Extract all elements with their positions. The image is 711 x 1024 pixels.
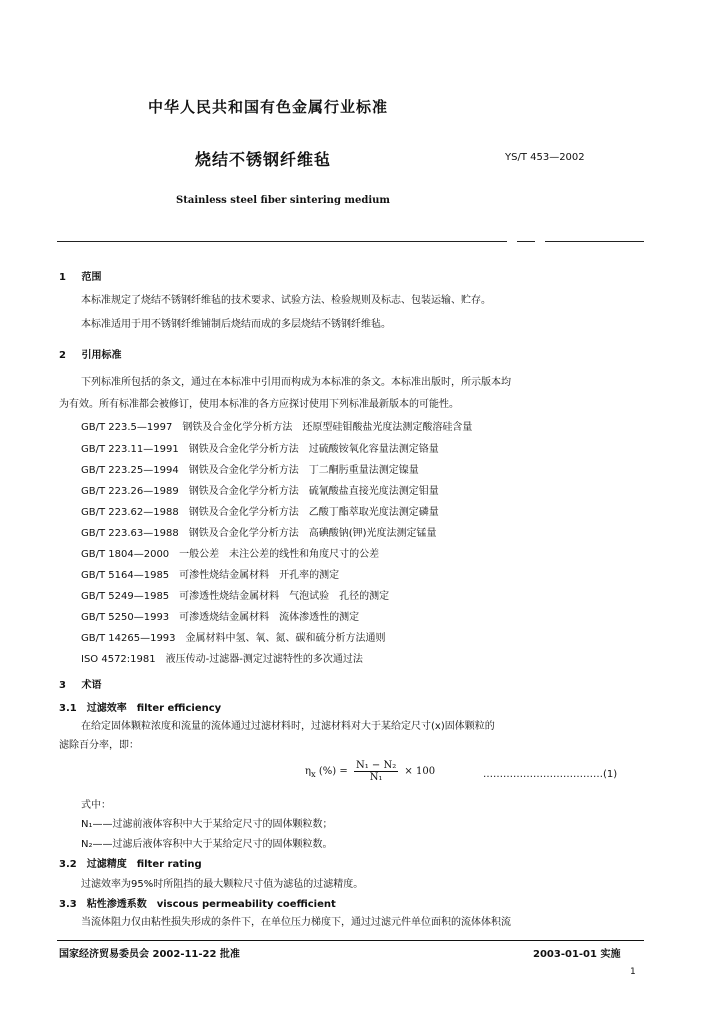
section-1-title: 范围 [81, 272, 102, 283]
clause-3-1-line-2: 滤除百分率，即： [59, 740, 139, 751]
where-label: 式中： [81, 800, 111, 811]
where-definition-2: N₂——过滤后液体容积中大于某给定尺寸的固体颗粒数。 [81, 839, 333, 850]
implementation-date: 2003-01-01 实施 [533, 949, 621, 960]
formula-numerator: N₁ − N₂ [355, 760, 397, 771]
clause-3-1-heading: 3.1 过滤效率 filter efficiency [59, 703, 222, 714]
formula-eta: η [305, 766, 311, 777]
reference-item: GB/T 223.62—1988 钢铁及合金化学分析方法 乙酸丁酯萃取光度法测定磷量 [81, 507, 439, 518]
reference-item: GB/T 223.5—1997 钢铁及合金化学分析方法 还原型硅钼酸盐光度法测定酸溶硅含量 [81, 422, 473, 433]
formula-denominator: N₁ [369, 772, 383, 783]
filter-efficiency-formula [305, 760, 435, 783]
section-3-number: 3 [59, 680, 66, 691]
standard-title-en: Stainless steel fiber sintering medium [176, 195, 390, 206]
header-rule-right [545, 241, 644, 242]
approval-date: 国家经济贸易委员会 2002-11-22 批准 [59, 949, 240, 960]
clause-3-2-text: 过滤效率为95%时所阻挡的最大颗粒尺寸值为滤毡的过滤精度。 [81, 879, 364, 890]
reference-item: GB/T 1804—2000 一般公差 未注公差的线性和角度尺寸的公差 [81, 549, 380, 560]
reference-item: ISO 4572:1981 液压传动-过滤器-测定过滤特性的多次通过法 [81, 654, 363, 665]
reference-item: GB/T 5249—1985 可渗透性烧结金属材料 气泡试验 孔径的测定 [81, 591, 390, 602]
reference-item: GB/T 5164—1985 可渗性烧结金属材料 开孔率的测定 [81, 570, 340, 581]
section-2-number: 2 [59, 350, 66, 361]
formula-multiplier: × 100 [404, 766, 436, 777]
reference-item: GB/T 223.26—1989 钢铁及合金化学分析方法 硫氰酸盐直接光度法测定钼量 [81, 486, 439, 497]
section-3-heading [59, 676, 101, 691]
section-1-number: 1 [59, 272, 66, 283]
reference-item: GB/T 223.63—1988 钢铁及合金化学分析方法 高碘酸钠(钾)光度法测定锰量 [81, 528, 437, 539]
clause-3-1-line-1: 在给定固体颗粒浓度和流量的流体通过过滤材料时，过滤材料对大于某给定尺寸(x)固体颗粒的 [81, 721, 495, 732]
reference-item: GB/T 5250—1993 可渗透烧结金属材料 流体渗透性的测定 [81, 612, 360, 623]
clause-3-3-heading: 3.3 粘性渗透系数 viscous permeability coefficient [59, 899, 336, 910]
page-number: 1 [630, 967, 636, 977]
formula-fraction [354, 760, 398, 783]
formula-subscript: x [311, 769, 316, 779]
header-rule-dash [517, 241, 535, 242]
where-definition-1: N₁——过滤前液体容积中大于某给定尺寸的固体颗粒数； [81, 819, 333, 830]
section-2-title: 引用标准 [81, 350, 122, 361]
standard-title-zh: 烧结不锈钢纤维毡 [195, 150, 332, 169]
reference-item: GB/T 223.11—1991 钢铁及合金化学分析方法 过硫酸铵氧化容量法测定铬量 [81, 444, 439, 455]
section-3-title: 术语 [81, 680, 102, 691]
reference-item: GB/T 14265—1993 金属材料中氢、氧、氮、碳和硫分析方法通则 [81, 633, 386, 644]
section-1-paragraph-1: 本标准规定了烧结不锈钢纤维毡的技术要求、试验方法、检验规则及标志、包装运输、贮存。 [81, 295, 491, 306]
formula-equation-number: ………………………………(1) [483, 769, 618, 780]
section-1-heading [59, 268, 101, 283]
section-2-heading [59, 346, 121, 361]
footer-rule [57, 940, 644, 941]
reference-item: GB/T 223.25—1994 钢铁及合金化学分析方法 丁二酮肟重量法测定镍量 [81, 465, 419, 476]
section-2-intro-line-1: 下列标准所包括的条文，通过在本标准中引用而构成为本标准的条文。本标准出版时，所示版本均 [81, 377, 511, 388]
clause-3-2-heading: 3.2 过滤精度 filter rating [59, 859, 202, 870]
section-2-intro-line-2: 为有效。所有标准都会被修订，使用本标准的各方应探讨使用下列标准最新版本的可能性。 [59, 399, 459, 410]
header-rule-left [57, 241, 507, 242]
clause-3-3-text: 当流体阻力仅由粘性损失形成的条件下，在单位压力梯度下，通过过滤元件单位面积的流体体积流 [81, 917, 511, 928]
formula-unit: (%) = [318, 766, 348, 777]
issuing-organization: 中华人民共和国有色金属行业标准 [148, 98, 389, 116]
section-1-paragraph-2: 本标准适用于用不锈钢纤维铺制后烧结而成的多层烧结不锈钢纤维毡。 [81, 319, 391, 330]
standard-code: YS/T 453—2002 [505, 152, 585, 163]
